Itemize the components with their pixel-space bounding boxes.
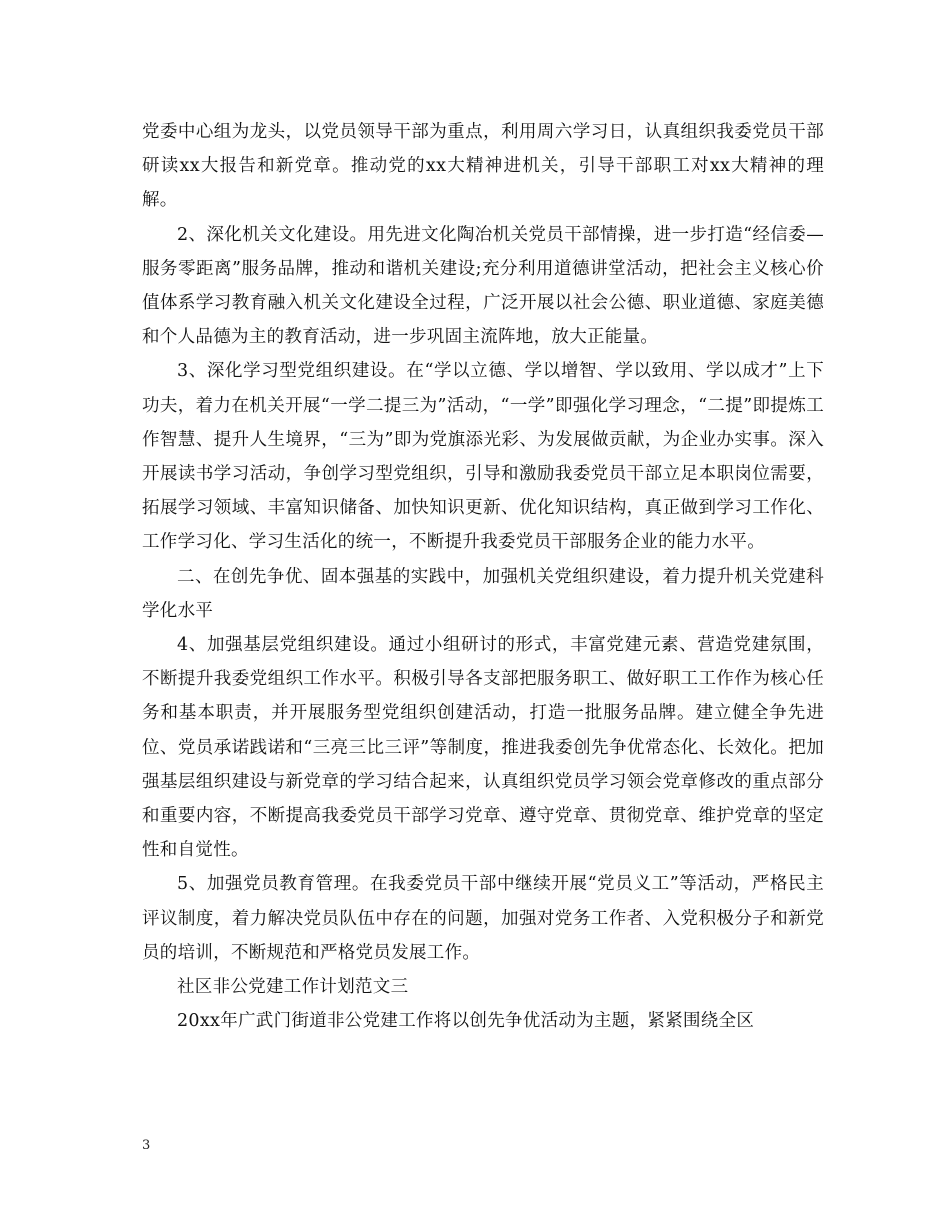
text-line: 健全争先进位、党员承诺践诺和“三亮三比三评”等制度，推进我委创先争优常态 <box>142 703 824 758</box>
text-line: 业道德、家庭美德和个人品德为主的教育活动，进一步巩固主流阵地，放大正能量。 <box>142 293 825 348</box>
text-line: 会主义核心价值体系学习教育融入机关文化建设全过程，广泛开展以社会公德、职 <box>142 258 824 314</box>
paragraph <box>142 354 824 559</box>
text-line: 会党章修改的重点部分和重要内容，不断提高我委党员干部学习党章、遵守党章、 <box>142 771 825 827</box>
text-line: 围，不断提升我委党组织工作水平。积极引导各支部把服务职工、做好职工工作作 <box>142 635 824 690</box>
text-line: 献，为企业办实事。深入开展读书学习活动，争创学习型党组织，引导和激励我委 <box>142 429 824 485</box>
text-line: 贯彻党章、维护党章的坚定性和自觉性。 <box>142 806 824 861</box>
text-line: 精神的理解。 <box>142 156 824 211</box>
paragraph <box>142 628 824 867</box>
text-line: “二提”即提炼工作智慧、提升人生境界，“三为”即为党旗添光彩、为发展做贡 <box>142 395 825 450</box>
paragraph <box>142 218 824 355</box>
text-line: 建科学化水平 <box>142 566 824 621</box>
paragraph <box>142 970 824 1004</box>
text-line: 才”上下功夫，着力在机关开展“一学二提三为”活动，“一学”即强化学习理念， <box>142 361 824 416</box>
paragraph <box>142 867 824 970</box>
text-line: 党委中心组为龙头，以党员领导干部为重点，利用周六学习日，认真组织我委党员 <box>142 122 789 142</box>
text-line: 4、加强基层党组织建设。通过小组研讨的形式，丰富党建元素、营造党建氛 <box>177 635 789 656</box>
paragraph <box>142 1004 824 1038</box>
paragraph <box>142 115 824 218</box>
paragraph <box>142 560 824 628</box>
text-line: 二、在创先争优、固本强基的实践中，加强机关党组织建设，着力提升机关党 <box>177 566 789 587</box>
text-line: 信委—服务零距离”服务品牌，推动和谐机关建设;充分利用道德讲堂活动，把社 <box>142 224 824 279</box>
page-number: 3 <box>142 1138 151 1153</box>
text-line: 党员干部服务企业的能力水平。 <box>515 532 766 553</box>
text-line: 格民主评议制度，着力解决党员队伍中存在的问题，加强对党务工作者、入党积极 <box>142 874 824 929</box>
text-line: 2、深化机关文化建设。用先进文化陶冶机关党员干部情操，进一步打造“经 <box>177 224 771 245</box>
text-line: 3、深化学习型党组织建设。在“学以立德、学以增智、学以致用、学以成 <box>177 361 761 382</box>
text-line: 分子和新党员的培训，不断规范和严格党员发展工作。 <box>142 908 824 963</box>
text-line: 干部研读xx大报告和新党章。推动党的xx大精神进机关，引导干部职工对xx大 <box>142 122 825 177</box>
text-line: 社区非公党建工作计划范文三 <box>177 977 409 998</box>
text-line: 20xx年广武门街道非公党建工作将以创先争优活动为主题，紧紧围绕全区 <box>177 1011 755 1032</box>
text-line: 党员干部立足本职岗位需要，拓展学习领域、丰富知识储备、加快知识更新、优化 <box>142 464 824 519</box>
document-body <box>142 115 824 1038</box>
text-line: 化、长效化。把加强基层组织建设与新党章的学习结合起来，认真组织党员学习领 <box>142 737 824 792</box>
text-line: 5、加强党员教育管理。在我委党员干部中继续开展“党员义工”等活动，严 <box>177 874 770 895</box>
text-line: 知识结构，真正做到学习工作化、工作学习化、学习生活化的统一，不断提升我委 <box>142 498 824 553</box>
text-line: 为核心任务和基本职责，并开展服务型党组织创建活动，打造一批服务品牌。建立 <box>142 669 824 724</box>
